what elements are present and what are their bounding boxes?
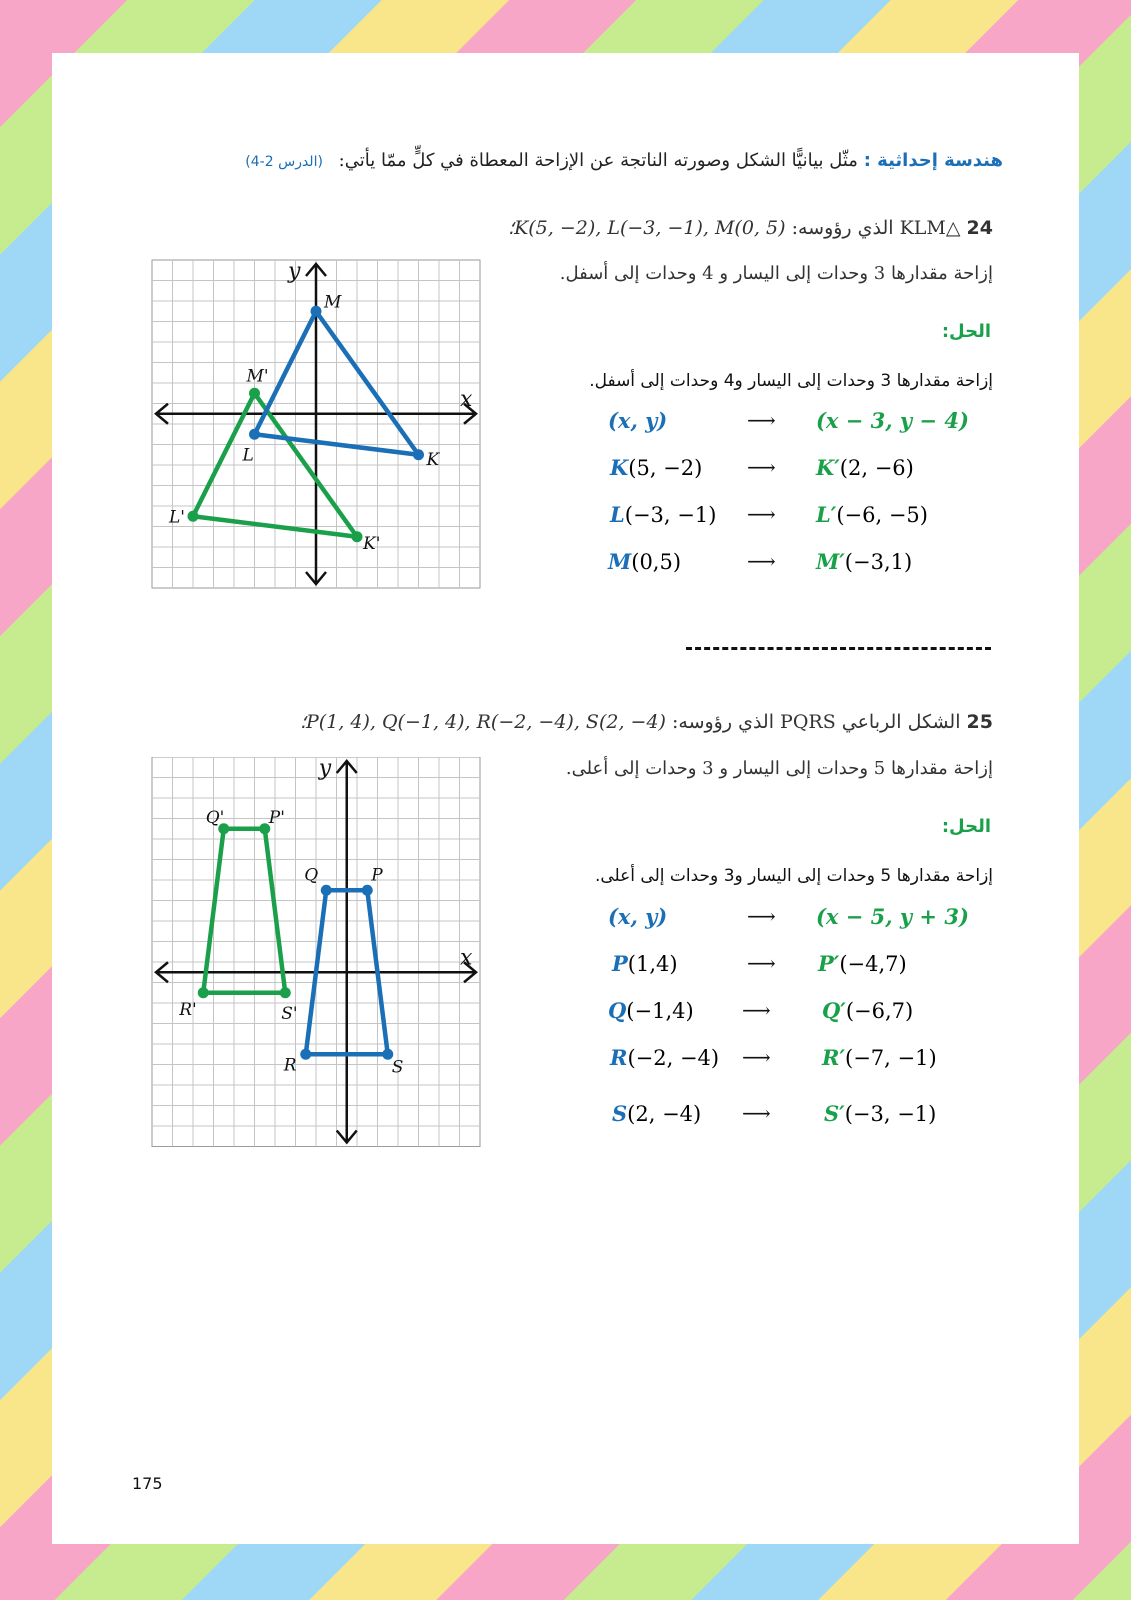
image-letter: K′ xyxy=(816,455,840,480)
vertex-point xyxy=(311,306,322,317)
rule-to: (x − 5, y + 3) xyxy=(816,904,969,929)
vertex-point xyxy=(352,531,363,542)
point-coords: (−1,4) xyxy=(626,999,694,1023)
point-coords: (1,4) xyxy=(627,952,678,976)
point-coords: (−3, −1) xyxy=(624,503,717,527)
solution-statement-25: إزاحة مقدارها 5 وحدات إلى اليسار و3 وحدات إلى أعلى. xyxy=(594,866,993,886)
image-letter: S′ xyxy=(824,1101,845,1126)
point-letter: R xyxy=(610,1045,628,1070)
rule-from: (x, y) xyxy=(608,904,668,929)
vertex-point xyxy=(413,449,424,460)
image-letter: Q′ xyxy=(822,998,846,1023)
vertex-label: R xyxy=(283,1055,297,1076)
vertex-label: Q xyxy=(304,865,319,886)
point-coords: (0,5) xyxy=(631,550,682,574)
arrow-icon: ⟶ xyxy=(747,904,776,928)
vertex-point xyxy=(249,388,260,399)
rule-from: (x, y) xyxy=(608,408,668,433)
image-letter: R′ xyxy=(822,1045,845,1070)
page-sheet xyxy=(52,53,1079,1544)
vertex-label: S xyxy=(391,1057,404,1078)
arrow-icon: ⟶ xyxy=(742,1045,771,1069)
exercise-number: 25 xyxy=(966,711,993,733)
exercise-text: △KLM الذي رؤوسه: xyxy=(791,217,961,239)
vertex-label: K' xyxy=(363,533,381,554)
point-coords: (−2, −4) xyxy=(627,1046,720,1070)
solution-label-25: الحل: xyxy=(941,816,991,837)
arrow-icon: ⟶ xyxy=(742,998,771,1022)
image-letter: M′ xyxy=(816,549,845,574)
exercise-vertices: K(5, −2), L(−3, −1), M(0, 5)؛ xyxy=(508,217,786,239)
vertex-label: Q' xyxy=(205,807,225,828)
coordinate-graph-25 xyxy=(150,757,482,1147)
coordinate-graph-24 xyxy=(150,258,482,598)
point-letter: K xyxy=(610,455,629,480)
vertex-label: R' xyxy=(179,999,197,1020)
exercise-24-heading xyxy=(508,217,993,239)
image-coords: (−4,7) xyxy=(839,952,907,976)
y-axis-label: y xyxy=(288,259,301,284)
vertex-point xyxy=(321,885,332,896)
arrow-icon: ⟶ xyxy=(747,408,776,432)
vertex-point xyxy=(198,987,209,998)
image-letter: P′ xyxy=(818,951,840,976)
arrow-icon: ⟶ xyxy=(747,549,776,573)
page-number: 175 xyxy=(132,1474,163,1493)
vertex-label: P' xyxy=(268,807,285,828)
vertex-label: K xyxy=(426,449,440,470)
vertex-label: L' xyxy=(169,507,185,528)
exercise-25-heading xyxy=(300,711,993,733)
lesson-reference: (الدرس 2-4) xyxy=(245,154,323,170)
arrow-icon: ⟶ xyxy=(747,951,776,975)
section-divider xyxy=(686,647,991,650)
point-letter: P xyxy=(612,951,628,976)
x-axis-label: x xyxy=(460,945,473,971)
vertex-label: M' xyxy=(246,366,269,387)
point-letter: Q xyxy=(608,998,627,1023)
point-letter: L xyxy=(610,502,625,527)
image-letter: L′ xyxy=(816,502,837,527)
vertex-label: M xyxy=(324,292,342,313)
section-title: هندسة إحداثية : xyxy=(863,150,1003,171)
section-instruction: مثّل بيانيًّا الشكل وصورته الناتجة عن الإزاحة المعطاة في كلٍّ ممّا يأتي: xyxy=(338,150,858,171)
point-letter: S xyxy=(612,1101,628,1126)
image-coords: (2, −6) xyxy=(839,456,914,480)
vertex-point xyxy=(188,511,199,522)
vertex-point xyxy=(300,1049,311,1060)
exercise-25-translation: إزاحة مقدارها 5 وحدات إلى اليسار و 3 وحدات إلى أعلى. xyxy=(565,758,993,779)
section-heading xyxy=(245,150,1003,171)
vertex-point xyxy=(362,885,373,896)
x-axis-label: x xyxy=(460,386,473,412)
vertex-point xyxy=(280,987,291,998)
arrow-icon: ⟶ xyxy=(747,455,776,479)
y-axis-label: y xyxy=(318,757,332,781)
exercise-number: 24 xyxy=(966,217,993,239)
exercise-24-translation: إزاحة مقدارها 3 وحدات إلى اليسار و 4 وحدات إلى أسفل. xyxy=(559,263,993,284)
vertex-point xyxy=(249,429,260,440)
vertex-label: P xyxy=(371,865,383,886)
image-coords: (−6, −5) xyxy=(836,503,928,527)
image-coords: (−6,7) xyxy=(845,999,914,1023)
rule-to: (x − 3, y − 4) xyxy=(816,408,969,433)
exercise-vertices: P(1, 4), Q(−1, 4), R(−2, −4), S(2, −4)؛ xyxy=(299,711,666,733)
image-coords: (−3, −1) xyxy=(844,1102,937,1126)
exercise-text: الشكل الرباعي PQRS الذي رؤوسه: xyxy=(672,711,961,733)
point-coords: (2, −4) xyxy=(627,1102,702,1126)
vertex-label: S' xyxy=(281,1003,298,1024)
solution-statement-24: إزاحة مقدارها 3 وحدات إلى اليسار و4 وحدات إلى أسفل. xyxy=(589,371,993,391)
image-coords: (−7, −1) xyxy=(845,1046,937,1070)
point-coords: (5, −2) xyxy=(628,456,703,480)
image-coords: (−3,1) xyxy=(844,550,913,574)
arrow-icon: ⟶ xyxy=(742,1101,771,1125)
vertex-label: L xyxy=(242,445,254,466)
arrow-icon: ⟶ xyxy=(747,502,776,526)
solution-label-24: الحل: xyxy=(941,321,991,342)
point-letter: M xyxy=(608,549,632,574)
